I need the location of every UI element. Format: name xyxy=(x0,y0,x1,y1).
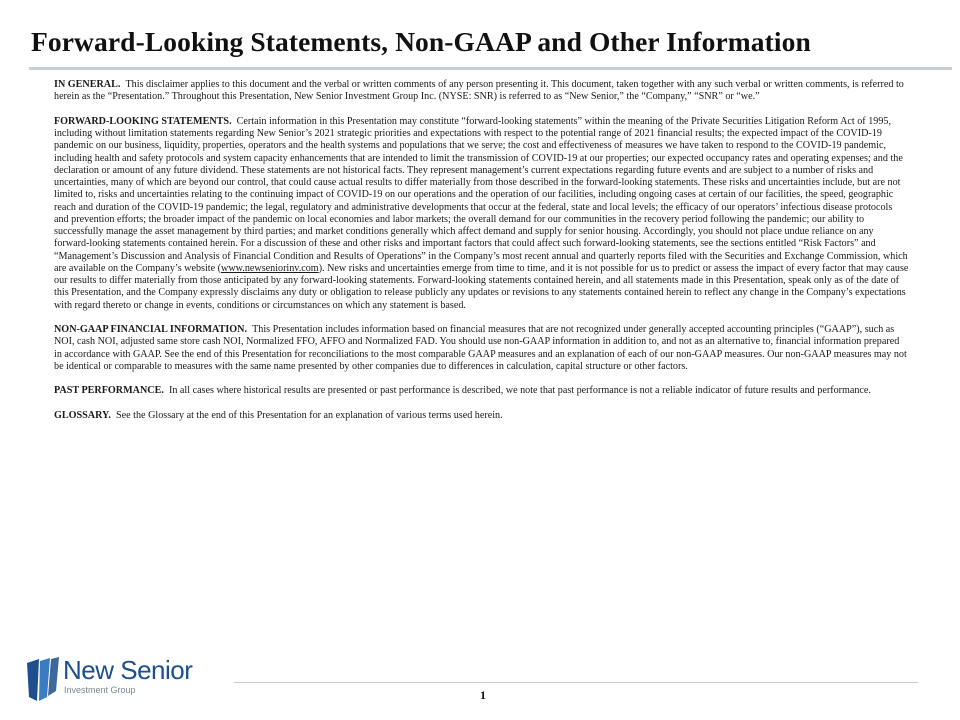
section-heading: IN GENERAL. xyxy=(54,79,121,90)
website-link[interactable]: www.newseniorinv.com xyxy=(221,262,319,274)
page-title: Forward-Looking Statements, Non-GAAP and Other Information xyxy=(31,26,811,57)
section-text: ). New risks and uncertainties emerge from time to time, and it is not possible for us to predict or assess the impact of every factor that may cause our results to differ materially from those anticipated by any forward-looking statements. Forward-looking statements contained herein, and all statements made in this Presentation, speak only as of the date of this Presentation, and the Company expressly disclaims any duty or obligation to release publicly any updates or revisions to any statements contained herein to reflect any change in the Company’s expectations with regard thereto or change in events, conditions or circumstances on which any statement is based. xyxy=(54,262,909,311)
logo-mark-icon xyxy=(25,657,61,703)
section-non-gaap xyxy=(54,324,909,373)
section-heading: NON-GAAP FINANCIAL INFORMATION. xyxy=(54,324,248,335)
disclaimer-body xyxy=(54,79,909,434)
company-logo xyxy=(25,655,225,707)
section-text: See the Glossary at the end of this Presentation for an explanation of various terms used herein. xyxy=(116,409,503,421)
section-text: In all cases where historical results are presented or past performance is described, we note that past performance is not a reliable indicator of future results and performance. xyxy=(168,385,871,397)
footer-divider xyxy=(234,682,918,683)
section-heading: GLOSSARY. xyxy=(54,409,111,421)
section-text: This disclaimer applies to this document and the verbal or written comments of any person presenting it. This document, taken together with any such verbal or written comments, is referred to herein as the “Presentation.” Throughout this Presentation, New Senior Investment Group Inc. (NYSE: SNR) is referred to as “New Senior,” the “Company,” “SNR” or “we.” xyxy=(54,79,904,103)
title-divider xyxy=(29,67,952,70)
section-text: Certain information in this Presentation may constitute “forward-looking statements” within the meaning of the Private Securities Litigation Reform Act of 1995, including without limitation statements regarding New Senior’s 2021 strategic priorities and expectations with respect to the potential range of 2021 financial results; the expected impact of the COVID-19 pandemic on our business, liquidity, properties, operators and the health systems and populations that we serve; the cost and effectiveness of measures we have taken to respond to the COVID-19 pandemic, including health and safety protocols and system capacity enhancements that are intended to limit the transmission of COVID-19 at our properties; our expected occupancy rates and operating expenses; and the declaration or amount of any future dividend. These statements are not historical facts. They represent management’s current expectations regarding future events and are subject to a number of risks and uncertainties, many of which are beyond our control, that could cause actual results to differ materially from those described in the forward-looking statements. These risks and uncertainties include, but are not limited to, risks and uncertainties relating to the continuing impact of COVID-19 on our operations and the operation of our facilities, including ongoing cases at certain of our facilities, the speed, geographic reach and duration of the COVID-19 pandemic; the legal, regulatory and administrative developments that occur at the federal, state and local levels; the efficacy of our operators’ infectious disease protocols and prevention efforts; the broader impact of the pandemic on local economies and labor markets; the overall demand for our communities in the recovery period following the pandemic; our ability to successfully manage the asset management by third parties; and market conditions generally which affect demand and supply for senior housing. Accordingly, you should not place undue reliance on any forward-looking statements contained herein. For a discussion of these and other risks and important factors that could affect such forward-looking statements, see the sections entitled “Risk Factors” and “Management’s Discussion and Analysis of Financial Condition and Results of Operations” in the Company’s most recent annual and quarterly reports filed with the Securities and Exchange Commission, which are available on the Company’s website ( xyxy=(54,115,908,274)
logo-subtitle: Investment Group xyxy=(64,685,136,695)
section-text: This Presentation includes information based on financial measures that are not recognized under generally accepted accounting principles (“GAAP”), such as NOI, cash NOI, adjusted same store cash NOI, Normalized FFO, AFFO and Normalized FAD. You should use non-GAAP information in addition to, and not as an alternative to, financial information prepared in accordance with GAAP. See the end of this Presentation for reconciliations to the most comparable GAAP measures and an explanation of each of our non-GAAP measures. Our non-GAAP measures may not be identical or comparable to measures with the same name presented by other companies due to differences in calculation, capital structure or other factors. xyxy=(54,324,907,372)
section-glossary xyxy=(54,410,909,422)
section-forward-looking xyxy=(54,116,909,312)
section-heading: FORWARD-LOOKING STATEMENTS. xyxy=(54,115,232,127)
page-number: 1 xyxy=(480,688,486,702)
logo-name: New Senior xyxy=(63,655,193,685)
section-past-performance xyxy=(54,385,909,397)
section-heading: PAST PERFORMANCE. xyxy=(54,385,164,397)
section-general xyxy=(54,79,909,104)
